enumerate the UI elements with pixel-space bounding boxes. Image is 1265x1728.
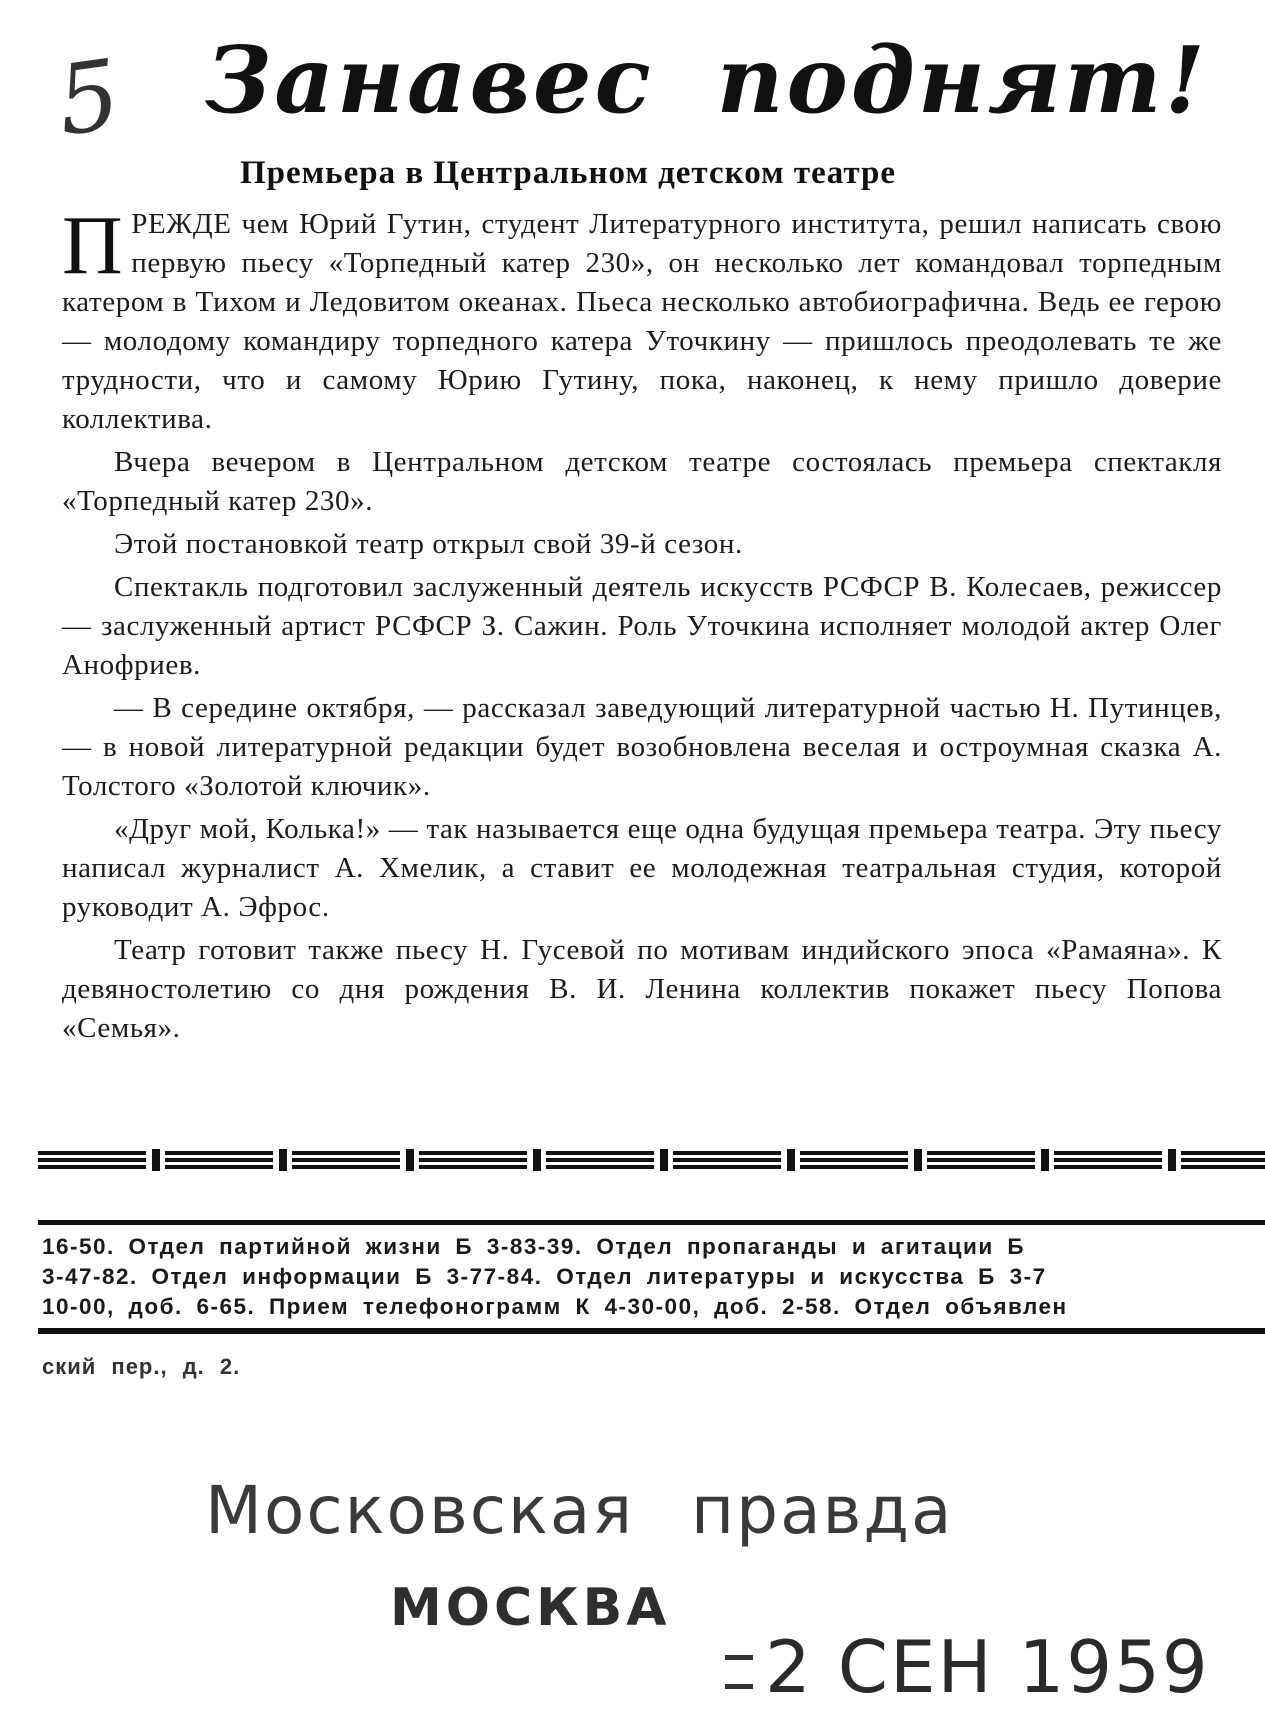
- masthead-contacts: [42, 1232, 1265, 1322]
- contacts-line: 10-00, доб. 6-65. Прием телефонограмм К 4-30-00, доб. 2-58. Отдел объявлен: [42, 1294, 1068, 1319]
- date-stamp-text: 2 СЕН 1959: [765, 1625, 1210, 1709]
- article-paragraph: [62, 199, 1222, 439]
- ornamental-divider: [38, 1146, 1265, 1176]
- article-paragraph: Вчера вечером в Центральном детском театре состоялась премьера спектакля «Торпедный катер 230».: [62, 446, 1222, 517]
- article-paragraph: Театр готовит также пьесу Н. Гусевой по мотивам индийского эпоса «Рамаяна». К девяностолетию со дня рождения В. И. Ленина коллектив покажет пьесу Попова «Семья».: [62, 934, 1222, 1044]
- stamp-dash-icon: [725, 1655, 753, 1689]
- article-paragraph: — В середине октября, — рассказал заведующий литературной частью Н. Путинцев, — в новой литературной редакции будет возобновлена веселая и остроумная сказка А. Толстого «Золотой ключик».: [62, 692, 1222, 802]
- headline: Занавес поднят!: [205, 26, 1208, 134]
- contacts-line: 3-47-82. Отдел информации Б 3-77-84. Отдел литературы и искусства Б 3-7: [42, 1264, 1047, 1289]
- drop-cap: П: [62, 199, 124, 292]
- top-rule: [38, 1220, 1265, 1225]
- handwritten-mark: 5: [50, 38, 127, 158]
- address-fragment: ский пер., д. 2.: [42, 1354, 241, 1379]
- date-stamp: [725, 1625, 1210, 1709]
- article-paragraph: Спектакль подготовил заслуженный деятель искусств РСФСР В. Колесаев, режиссер — заслуженный артист РСФСР З. Сажин. Роль Уточкина исполняет молодой актер Олег Анофриев.: [62, 571, 1222, 681]
- article-body: [62, 199, 1222, 1052]
- article-paragraph: Этой постановкой театр открыл свой 39-й сезон.: [114, 528, 743, 560]
- article-paragraph-text: РЕЖДЕ чем Юрий Гутин, студент Литературного института, решил написать свою первую пьесу «Торпедный катер 230», он несколько лет командовал торпедным катером в Тихом и Ледовитом океанах. Пьеса несколько автобиографична. Ведь ее герою — молодому командиру торпедного катера Уточкину — пришлось преодолевать те же трудности, что и самому Юрию Гутину, пока, наконец, к нему пришло доверие коллектива.: [62, 208, 1222, 435]
- subtitle: Премьера в Центральном детском театре: [240, 155, 896, 191]
- contacts-line: 16-50. Отдел партийной жизни Б 3-83-39. Отдел пропаганды и агитации Б: [42, 1234, 1026, 1259]
- bottom-rule: [38, 1328, 1265, 1334]
- city-stamp: МОСКВА: [390, 1578, 671, 1638]
- article-paragraph: «Друг мой, Колька!» — так называется еще одна будущая премьера театра. Эту пьесу написал журналист А. Хмелик, а ставит ее молодежная театральная студия, которой руководит А. Эфрос.: [62, 813, 1222, 923]
- newspaper-stamp: Московская правда: [205, 1472, 954, 1549]
